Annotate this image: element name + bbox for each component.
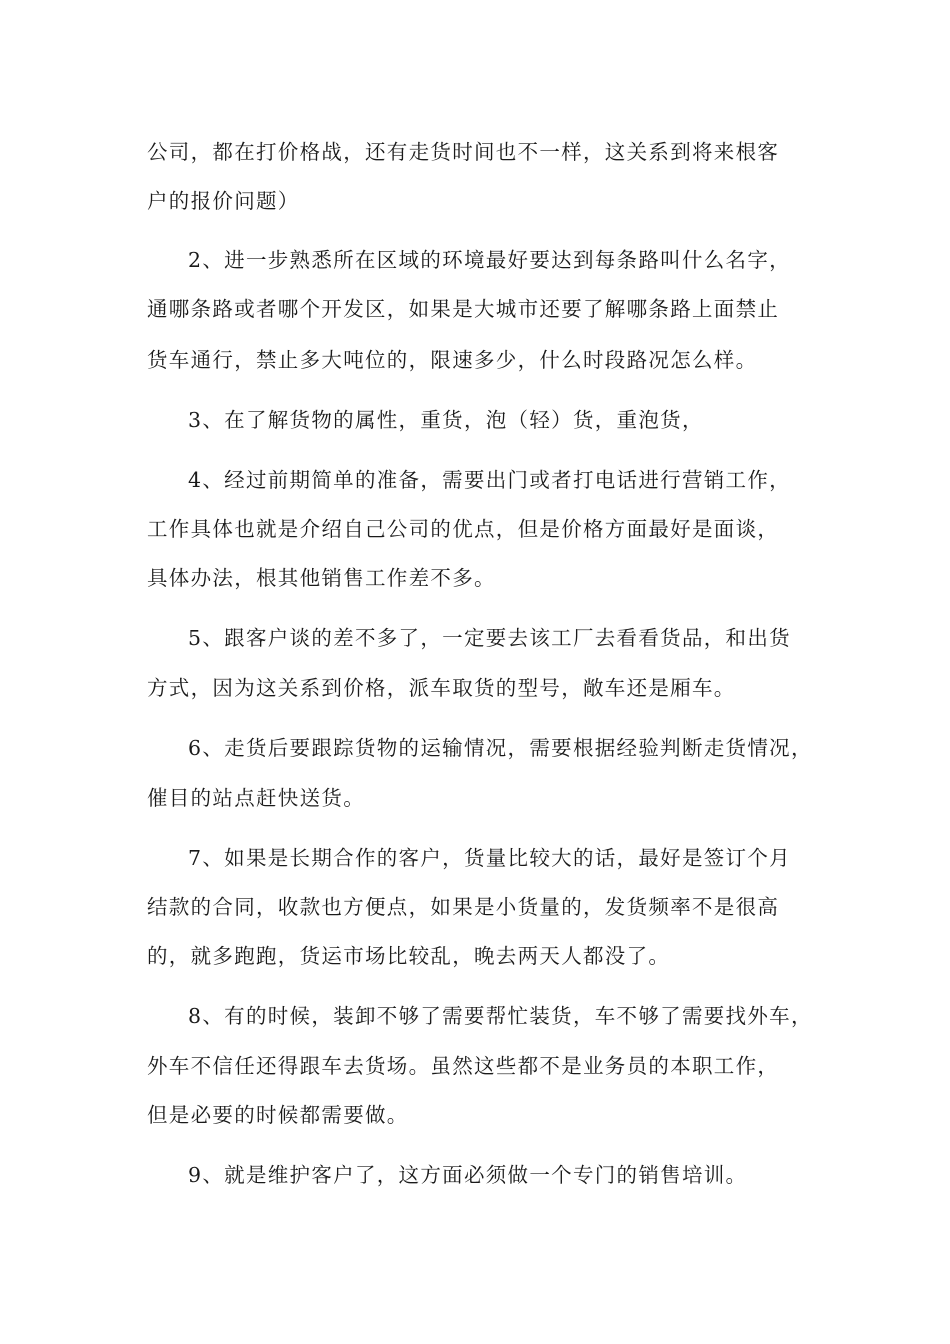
text-line: 6、走货后要跟踪货物的运输情况，需要根据经验判断走货情况， <box>188 736 813 760</box>
text-line: 5、跟客户谈的差不多了，一定要去该工厂去看看货品，和出货 <box>188 626 791 650</box>
text-line: 公司，都在打价格战，还有走货时间也不一样，这关系到将来根客 <box>147 140 780 164</box>
text-line: 工作具体也就是介绍自己公司的优点，但是价格方面最好是面谈， <box>147 517 780 541</box>
text-line: 8、有的时候，装卸不够了需要帮忙装货，车不够了需要找外车， <box>188 1004 813 1028</box>
text-line: 4、经过前期简单的准备，需要出门或者打电话进行营销工作， <box>188 468 791 492</box>
text-line: 具体办法，根其他销售工作差不多。 <box>147 566 496 590</box>
text-line: 3、在了解货物的属性，重货，泡（轻）货，重泡货， <box>188 408 704 432</box>
text-line: 货车通行，禁止多大吨位的，限速多少，什么时段路况怎么样。 <box>147 348 758 372</box>
text-line: 通哪条路或者哪个开发区，如果是大城市还要了解哪条路上面禁止 <box>147 297 780 321</box>
text-line: 9、就是维护客户了，这方面必须做一个专门的销售培训。 <box>188 1163 748 1187</box>
text-line: 催目的站点赶快送货。 <box>147 786 365 810</box>
text-line: 但是必要的时候都需要做。 <box>147 1103 409 1127</box>
text-line: 户的报价问题） <box>147 189 300 213</box>
text-line: 的，就多跑跑，货运市场比较乱，晚去两天人都没了。 <box>147 944 671 968</box>
text-line: 7、如果是长期合作的客户，货量比较大的话，最好是签订个月 <box>188 846 791 870</box>
text-line: 2、进一步熟悉所在区域的环境最好要达到每条路叫什么名字， <box>188 248 791 272</box>
text-line: 外车不信任还得跟车去货场。虽然这些都不是业务员的本职工作， <box>147 1054 780 1078</box>
text-line: 方式，因为这关系到价格，派车取货的型号，敞车还是厢车。 <box>147 676 736 700</box>
text-line: 结款的合同，收款也方便点，如果是小货量的，发货频率不是很高 <box>147 895 780 919</box>
